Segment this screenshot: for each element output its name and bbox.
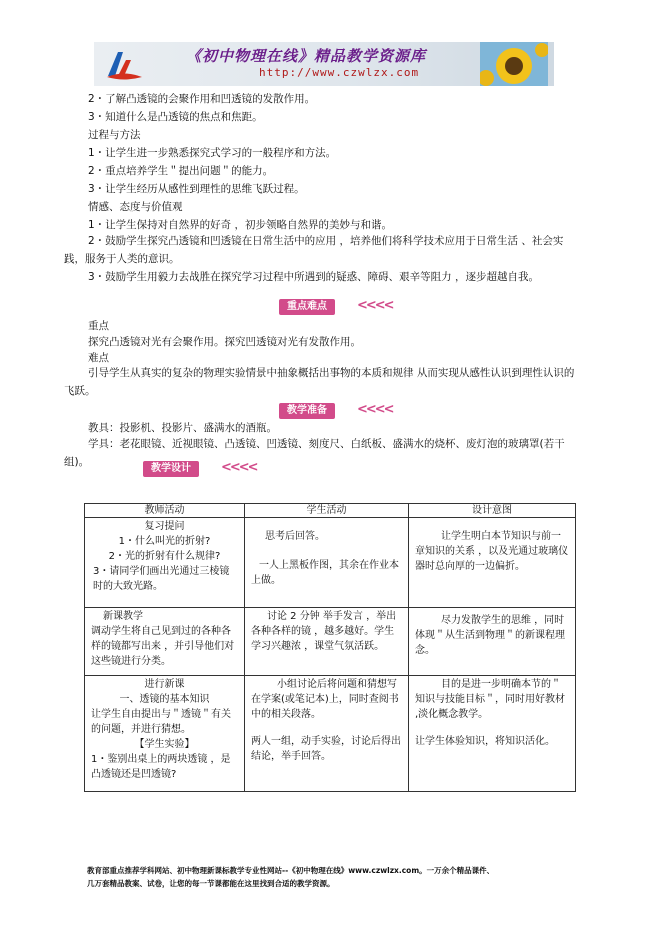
row1-teacher-line-3: 3・请同学们画出光通过三棱镜时的大致光路。 xyxy=(93,566,230,592)
row3-teacher-exp: 【学生实验】 xyxy=(134,739,195,750)
zhongdian-heading: 重点 xyxy=(88,320,109,332)
attitude-item-2: 2・鼓励学生探究凸透镜和凹透镜在日常生活中的应用 ，培养他们将科学技术应用于日常生活 、社会实践，服务于人类的意识。 xyxy=(64,235,564,265)
sunflower-icon xyxy=(480,42,548,86)
row3-intent-a: 目的是进一步明确本节的＂知识与技能目标＂，同时用好教材 ,淡化概念教学。 xyxy=(415,679,565,720)
table-row xyxy=(85,608,576,676)
row3-teacher-title: 进行新课 xyxy=(144,679,185,690)
process-heading: 过程与方法 xyxy=(88,129,141,141)
table-header-student: 学生活动 xyxy=(245,504,409,518)
chevron-left-icon: <<<< xyxy=(357,298,393,313)
row3-intent-cell xyxy=(409,676,576,792)
banner-title: 《初中物理在线》精品教学资源库 xyxy=(186,47,427,65)
attitude-heading: 情感、态度与价值观 xyxy=(88,201,183,213)
row1-intent: 让学生明白本节知识与前一章知识的关系 ，以及光通过玻璃仪器时总向厚的一边偏折。 xyxy=(415,531,569,572)
row1-intent-cell xyxy=(409,518,576,608)
section-prep-label: 教学准备 xyxy=(279,403,335,419)
process-item-1: 1・让学生进一步熟悉探究式学习的一般程序和方法。 xyxy=(88,147,337,159)
table-row xyxy=(85,676,576,792)
page-footer xyxy=(87,864,587,890)
section-design xyxy=(143,460,263,478)
row3-teacher-cell xyxy=(85,676,245,792)
row3-student-a: 小组讨论后将问题和猜想写在学案(或笔记本)上，同时查阅书中的相关段落。 xyxy=(251,679,399,720)
site-logo-icon xyxy=(104,46,144,82)
row3-intent-b: 让学生体验知识，将知识活化。 xyxy=(415,736,555,747)
row2-student: 讨论 2 分钟 举手发言 ，举出各种各样的镜 ，越多越好。学生学习兴趣浓 ，课堂气氛活跃。 xyxy=(251,611,397,652)
row3-student-b: 两人一组，动手实验，讨论后得出结论，举手回答。 xyxy=(251,736,401,762)
chevron-left-icon: <<<< xyxy=(221,460,257,475)
table-header-teacher: 教师活动 xyxy=(85,504,245,518)
section-prep xyxy=(279,402,399,420)
row1-student-a: 思考后回答。 xyxy=(265,531,325,542)
nandian-text: 引导学生从真实的复杂的物理实验情景中抽象概括出事物的本质和规律 从而实现从感性认识到理性认识的飞跃。 xyxy=(64,367,575,397)
chevron-left-icon: <<<< xyxy=(357,402,393,417)
knowledge-item-3: 3・知道什么是凸透镜的焦点和焦距。 xyxy=(88,111,263,123)
row2-student-cell xyxy=(245,608,409,676)
row3-teacher-text: 让学生自由提出与＂透镜＂有关的问题，并进行猜想。 xyxy=(91,709,231,735)
footer-line-2: 几万套精品教案、试卷，让您的每一节课都能在这里找到合适的教学资源。 xyxy=(87,879,335,888)
row3-student-cell xyxy=(245,676,409,792)
row1-student-cell xyxy=(245,518,409,608)
nandian-heading: 难点 xyxy=(88,352,109,364)
table-row xyxy=(85,518,576,608)
row1-teacher-line-2: 2・光的折射有什么规律? xyxy=(108,551,221,562)
lesson-plan-table xyxy=(84,503,576,792)
banner-url: http://www.czwlzx.com xyxy=(259,66,420,79)
row1-teacher-cell xyxy=(85,518,245,608)
table-header-intent: 设计意图 xyxy=(409,504,576,518)
prep-student: 学具：老花眼镜、近视眼镜、凸透镜、凹透镜、刻度尺、白纸板、盛满水的烧杯、废灯泡的玻璃罩(若干组)。 xyxy=(64,438,565,468)
section-key-points xyxy=(279,298,399,316)
process-item-2: 2・重点培养学生＂提出问题＂的能力。 xyxy=(88,165,274,177)
row3-teacher-q: 1・鉴别出桌上的两块透镜 ，是凸透镜还是凹透镜? xyxy=(91,754,231,780)
row2-intent: 尽力发散学生的思维 ，同时体现＂从生活到物理＂的新课程理念。 xyxy=(415,615,565,656)
process-item-3: 3・让学生经历从感性到理性的思维飞跃过程。 xyxy=(88,183,305,195)
row2-intent-cell xyxy=(409,608,576,676)
header-banner xyxy=(94,42,554,86)
zhongdian-text: 探究凸透镜对光有会聚作用。探究凹透镜对光有发散作用。 xyxy=(88,336,361,348)
section-design-label: 教学设计 xyxy=(143,461,199,477)
footer-line-1: 教育部重点推荐学科网站、初中物理新课标教学专业性网站--《初中物理在线》www.czwlzx.com。一万余个精品课件、 xyxy=(87,866,495,875)
section-key-points-label: 重点难点 xyxy=(279,299,335,315)
attitude-item-3: 3・鼓励学生用毅力去战胜在探究学习过程中所遇到的疑惑、障碍、艰辛等阻力 ，逐步超越自我。 xyxy=(88,271,540,283)
table-header-row xyxy=(85,504,576,518)
row1-teacher-title: 复习提问 xyxy=(144,521,185,532)
knowledge-item-2: 2・了解凸透镜的会聚作用和凹透镜的发散作用。 xyxy=(88,93,316,105)
row2-teacher-title: 新课教学 xyxy=(103,611,143,622)
row2-teacher-text: 调动学生将自己见到过的各种各样的镜都写出来 ，并引导他们对这些镜进行分类。 xyxy=(91,626,235,667)
row1-teacher-line-1: 1・什么叫光的折射? xyxy=(118,536,211,547)
prep-teacher: 教具：投影机、投影片、盛满水的酒瓶。 xyxy=(88,422,277,434)
row3-teacher-sub: 一、透镜的基本知识 xyxy=(119,694,210,705)
row2-teacher-cell xyxy=(85,608,245,676)
attitude-item-1: 1・让学生保持对自然界的好奇 ，初步领略自然界的美妙与和谐。 xyxy=(88,219,393,231)
row1-student-b: 一人上黑板作图，其余在作业本上做。 xyxy=(251,560,399,586)
